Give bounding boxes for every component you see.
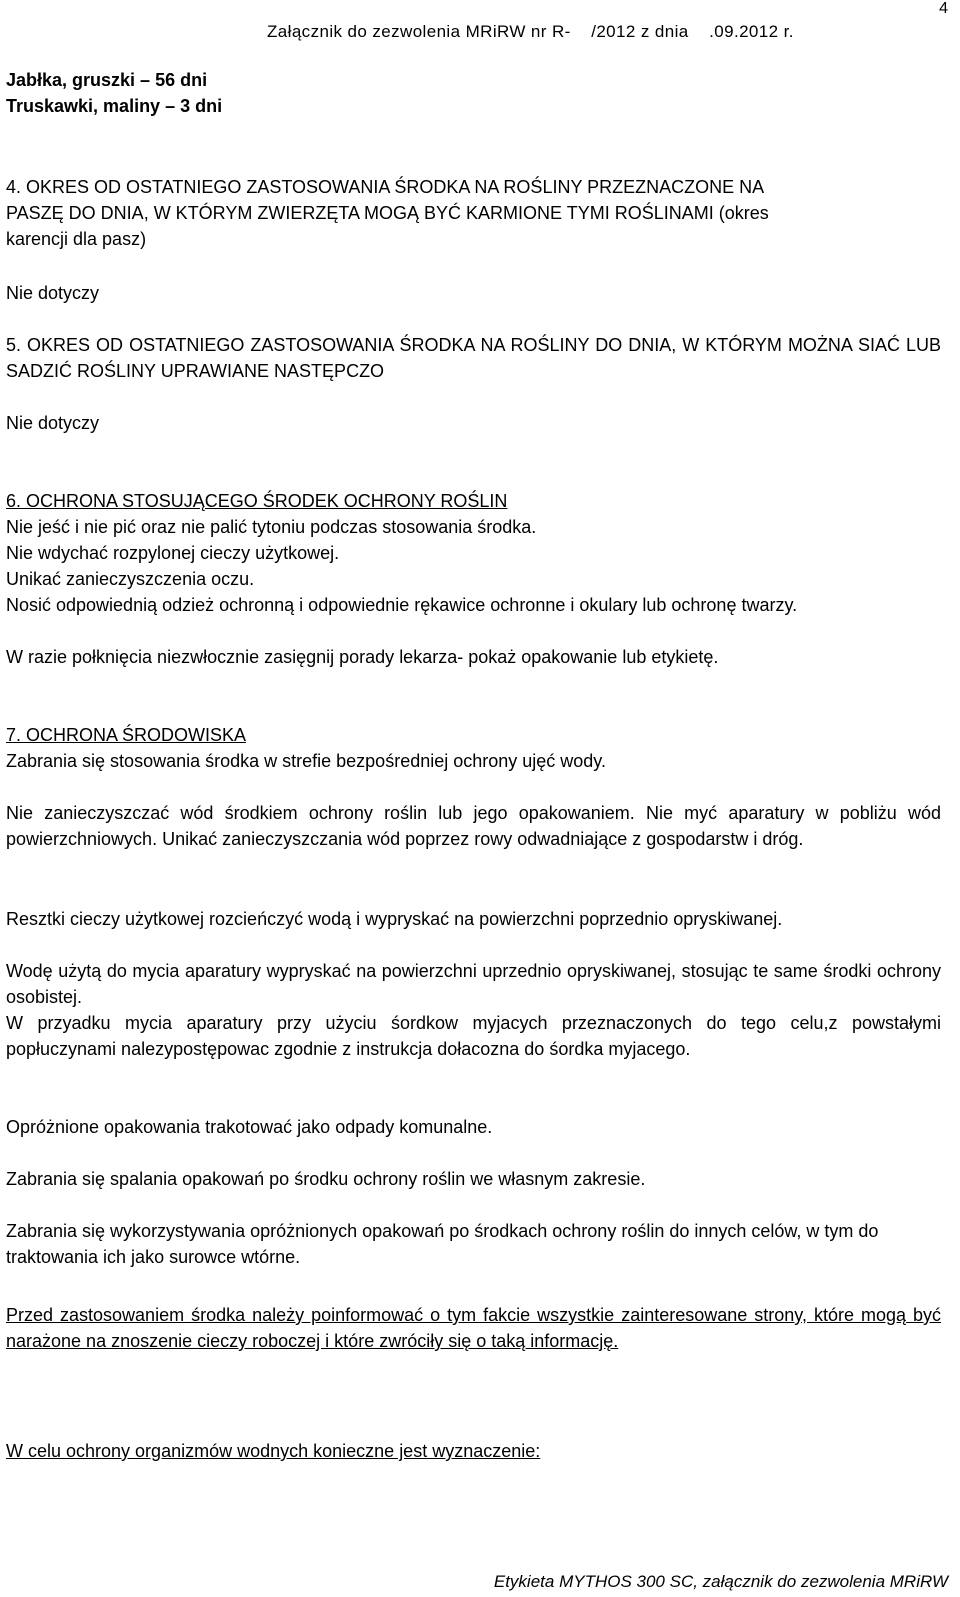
- section-4-body: Nie dotyczy: [6, 283, 100, 303]
- section-6-title-text: 6. OCHRONA STOSUJĄCEGO ŚRODEK OCHRONY ROŚLIN: [6, 491, 508, 511]
- section-7-p4: Opróżnione opakowania trakotować jako odpady komunalne.: [6, 1117, 493, 1137]
- section-6-line-3: Unikać zanieczyszczenia oczu.: [6, 569, 255, 589]
- footer-label: Etykieta MYTHOS 300 SC, załącznik do zezwolenia MRiRW: [493, 1572, 948, 1591]
- section-7-title: [6, 722, 941, 748]
- section-7-title-text: 7. OCHRONA ŚRODOWISKA: [6, 725, 247, 745]
- section-6-title: [6, 488, 941, 514]
- section-4-title: 4. OKRES OD OSTATNIEGO ZASTOSOWANIA ŚRODKA NA ROŚLINY PRZEZNACZONE NA PASZĘ DO DNIA, W KTÓRYM ZWIERZĘTA MOGĄ BYĆ KARMIONE TYMI ROŚLINAMI (okres karencji dla pasz): [6, 177, 769, 249]
- section-7-p3b: Wodę użytą do mycia aparatury wypryskać na powierzchni uprzednio opryskiwanej, stosując te same środki ochrony osobistej.: [6, 961, 941, 1007]
- section-6-line-2: Nie wdychać rozpylonej cieczy użytkowej.: [6, 543, 340, 563]
- section-7-p1: Zabrania się stosowania środka w strefie bezpośredniej ochrony ujęć wody.: [6, 751, 606, 771]
- section-6-line-4: Nosić odpowiednią odzież ochronną i odpowiednie rękawice ochronne i okulary lub ochronę twarzy.: [6, 595, 798, 615]
- section-7-p2: Nie zanieczyszczać wód środkiem ochrony roślin lub jego opakowaniem. Nie myć aparatury w pobliżu wód powierzchniowych. Unikać zanieczyszczania wód poprzez rowy odwadniające z gospodarstw i dróg.: [6, 803, 941, 849]
- section-7-p5: Zabrania się spalania opakowań po środku ochrony roślin we własnym zakresie.: [6, 1169, 646, 1189]
- section-7-p8-text: W celu ochrony organizmów wodnych konieczne jest wyznaczenie:: [6, 1441, 541, 1461]
- section-5-title: 5. OKRES OD OSTATNIEGO ZASTOSOWANIA ŚRODKA NA ROŚLINY DO DNIA, W KTÓRYM MOŻNA SIAĆ LUB SADZIĆ ROŚLINY UPRAWIANE NASTĘPCZO: [6, 335, 941, 381]
- section-6-line-1: Nie jeść i nie pić oraz nie palić tytoniu podczas stosowania środka.: [6, 517, 537, 537]
- section-7-p6: Zabrania się wykorzystywania opróżnionych opakowań po środkach ochrony roślin do innych celów, w tym do traktowania ich jako surowce wtórne.: [6, 1221, 879, 1267]
- page-number: 4: [939, 0, 948, 17]
- section-6-line-5: W razie połknięcia niezwłocznie zasięgnij porady lekarza- pokaż opakowanie lub etykietę.: [6, 647, 719, 667]
- section-7-p3a: Resztki cieczy użytkowej rozcieńczyć wodą i wypryskać na powierzchni poprzednio opryskiwanej.: [6, 909, 783, 929]
- section-7-p8: [6, 1438, 941, 1464]
- attachment-header: Załącznik do zezwolenia MRiRW nr R- /2012 z dnia .09.2012 r.: [267, 22, 794, 41]
- section-5-body: Nie dotyczy: [6, 413, 100, 433]
- section-7-p7: Przed zastosowaniem środka należy poinformować o tym fakcie wszystkie zainteresowane strony, które mogą być narażone na znoszenie cieczy roboczej i które zwróciły się o taką informację.: [6, 1305, 941, 1351]
- intro-line-strawberries: Truskawki, maliny – 3 dni: [6, 96, 223, 116]
- intro-line-apples: Jabłka, gruszki – 56 dni: [6, 70, 208, 90]
- section-7-p3c: W przyadku mycia aparatury przy użyciu śordkow myjacych przeznaczonych do tego celu,z powstałymi popłuczynami nalezypostępowac zgodnie z instrukcja dołacozna do śordka myjacego.: [6, 1013, 941, 1059]
